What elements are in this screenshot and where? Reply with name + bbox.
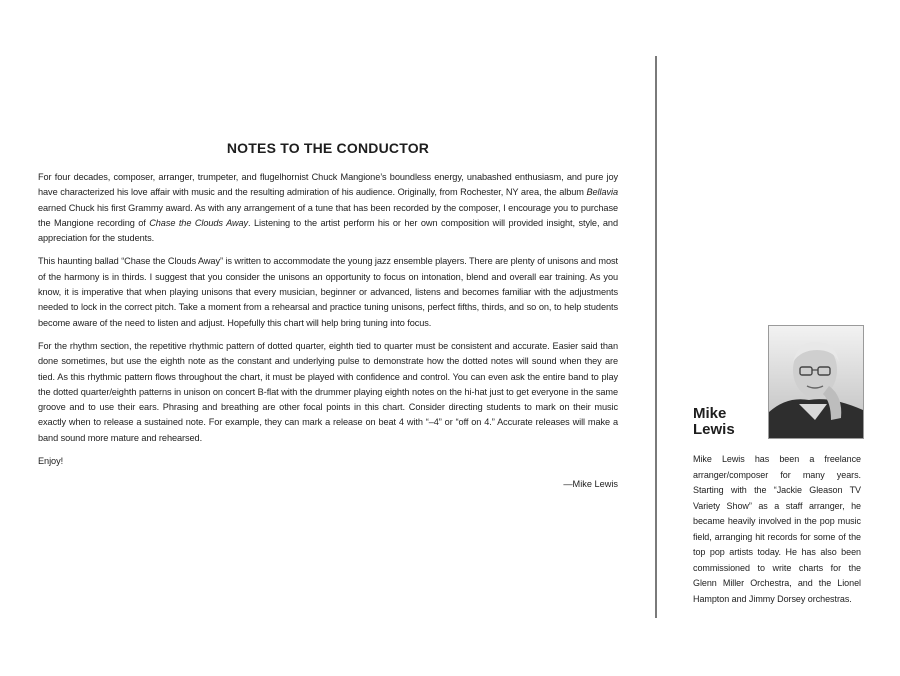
intro-text-3: . Listening to the artist perform his or her own composition will provided insight, style, and appreciation for the students. bbox=[38, 217, 618, 244]
page-title: NOTES TO THE CONDUCTOR bbox=[226, 140, 430, 156]
paragraph-closing: Enjoy! bbox=[38, 456, 64, 467]
intro-text-1: For four decades, composer, arranger, trumpeter, and flugelhornist Chuck Mangione’s boundless energy, unabashed enthusiasm, and pure joy have characterized his love affair with music and the resulting admiration of his audience. Originally, from Rochester, NY area, the album bbox=[38, 172, 618, 198]
author-photo bbox=[768, 325, 864, 439]
paragraph-rhythm: For the rhythm section, the repetitive rhythmic pattern of dotted quarter, eighth tied to quarter must be consistent and accurate. Easier said than done sometimes, but use the eighth note as the constant and underlying pulse to demonstrate how the dotted notes will sound when they are tied. As this rhythmic pattern flows throughout the chart, it must be played with confidence and control. You can even ask the entire band to play the dotted quarter/eighth patterns in unison on concert B-flat with the drummer playing eighth notes on the hi-hat just to get everyone in the same groove and to use their ears. Phrasing and breathing are other focal points in this chart. Consider directing students to mark on their music exactly when to release a sustained note. For example, they can mark a release on beat 4 with “–4” or “off on 4.” Accurate releases will make a band sound more mature and rehearsed. bbox=[38, 340, 618, 443]
author-bio: Mike Lewis has been a freelance arranger/composer for many years. Starting with the “Jackie Gleason TV Variety Show” as a staff arranger, he became heavily involved in the pop music field, arranging hit records for some of the top pop artists today. He has also been commissioned to write charts for the Glenn Miller Orchestra, and the Lionel Hampton and Jimmy Dorsey orchestras. bbox=[693, 454, 861, 604]
author-first-name: Mike bbox=[693, 405, 727, 422]
recording-title: Chase the Clouds Away bbox=[149, 217, 249, 228]
paragraph-ballad: This haunting ballad “Chase the Clouds Away” is written to accommodate the young jazz ensemble players. There are plenty of unisons and most of the harmony is in thirds. I suggest that you consider the unisons an opportunity to focus on intonation, blend and overall ear training. As you know, it is imperative that when playing unisons that every musician, beginner or advanced, listens and becomes familiar with the adjustments needed to lock in the correct pitch. Take a moment from a rehearsal and practice tuning unisons, perfect fifths, thirds, and so on, to help students become aware of the need to listen and adjust. Hopefully this chart will help bring tuning into focus. bbox=[38, 256, 618, 328]
album-title: Bellavia bbox=[586, 187, 618, 198]
paragraph-intro bbox=[38, 170, 618, 246]
author-name bbox=[693, 406, 735, 438]
author-last-name: Lewis bbox=[693, 421, 735, 438]
conductor-notes bbox=[38, 140, 618, 489]
signature: —Mike Lewis bbox=[563, 479, 618, 490]
portrait-image bbox=[769, 326, 863, 438]
intro-text-2: earned Chuck his first Grammy award. As with any arrangement of a tune that has been recorded by the composer, I encourage you to purchase the Mangione recording of bbox=[38, 202, 618, 228]
column-divider bbox=[655, 56, 657, 618]
